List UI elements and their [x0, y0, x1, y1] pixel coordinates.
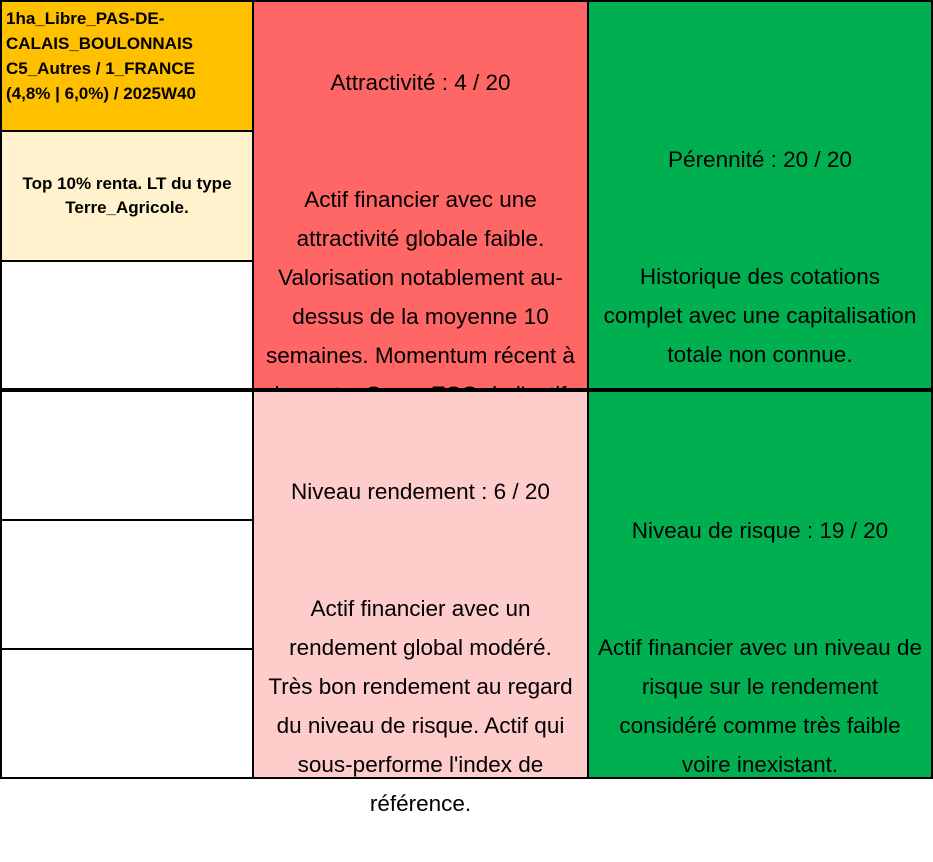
- perennite-title: Pérennité : 20 / 20: [668, 147, 852, 172]
- attractivite-card: [252, 0, 589, 390]
- perennite-description: Historique des cotations complet avec une capitalisation totale non connue.: [603, 264, 917, 367]
- perennite-card: [587, 0, 933, 390]
- asset-header: 1ha_Libre_PAS-DE- CALAIS_BOULONNAIS C5_Autres / 1_FRANCE (4,8% | 6,0%) / 2025W40: [0, 0, 254, 132]
- risque-title: Niveau de risque : 19 / 20: [631, 518, 889, 543]
- empty-cell: [0, 260, 254, 390]
- risque-card: [587, 390, 933, 779]
- rendement-title: Niveau rendement : 6 / 20: [291, 479, 550, 504]
- empty-cell: [0, 648, 254, 779]
- rendement-card: [252, 390, 589, 816]
- asset-subtitle: Top 10% renta. LT du type Terre_Agricole.: [0, 130, 254, 262]
- attractivite-description: Actif financier avec une attractivité globale faible. Valorisation notablement au- dessus de la moyenne 10 semaines. Momentum récent à: [266, 187, 575, 368]
- empty-cell: [0, 519, 254, 650]
- rendement-description: Actif financier avec un rendement global modéré. Très bon rendement au regard du niveau de risque. Actif qui sous-performe l'index de référence.: [268, 596, 573, 816]
- attractivite-title: Attractivité : 4 / 20: [330, 70, 511, 95]
- risque-description: Actif financier avec un niveau de risque sur le rendement considéré comme très faible voire inexistant.: [598, 635, 922, 777]
- empty-cell: [0, 390, 254, 521]
